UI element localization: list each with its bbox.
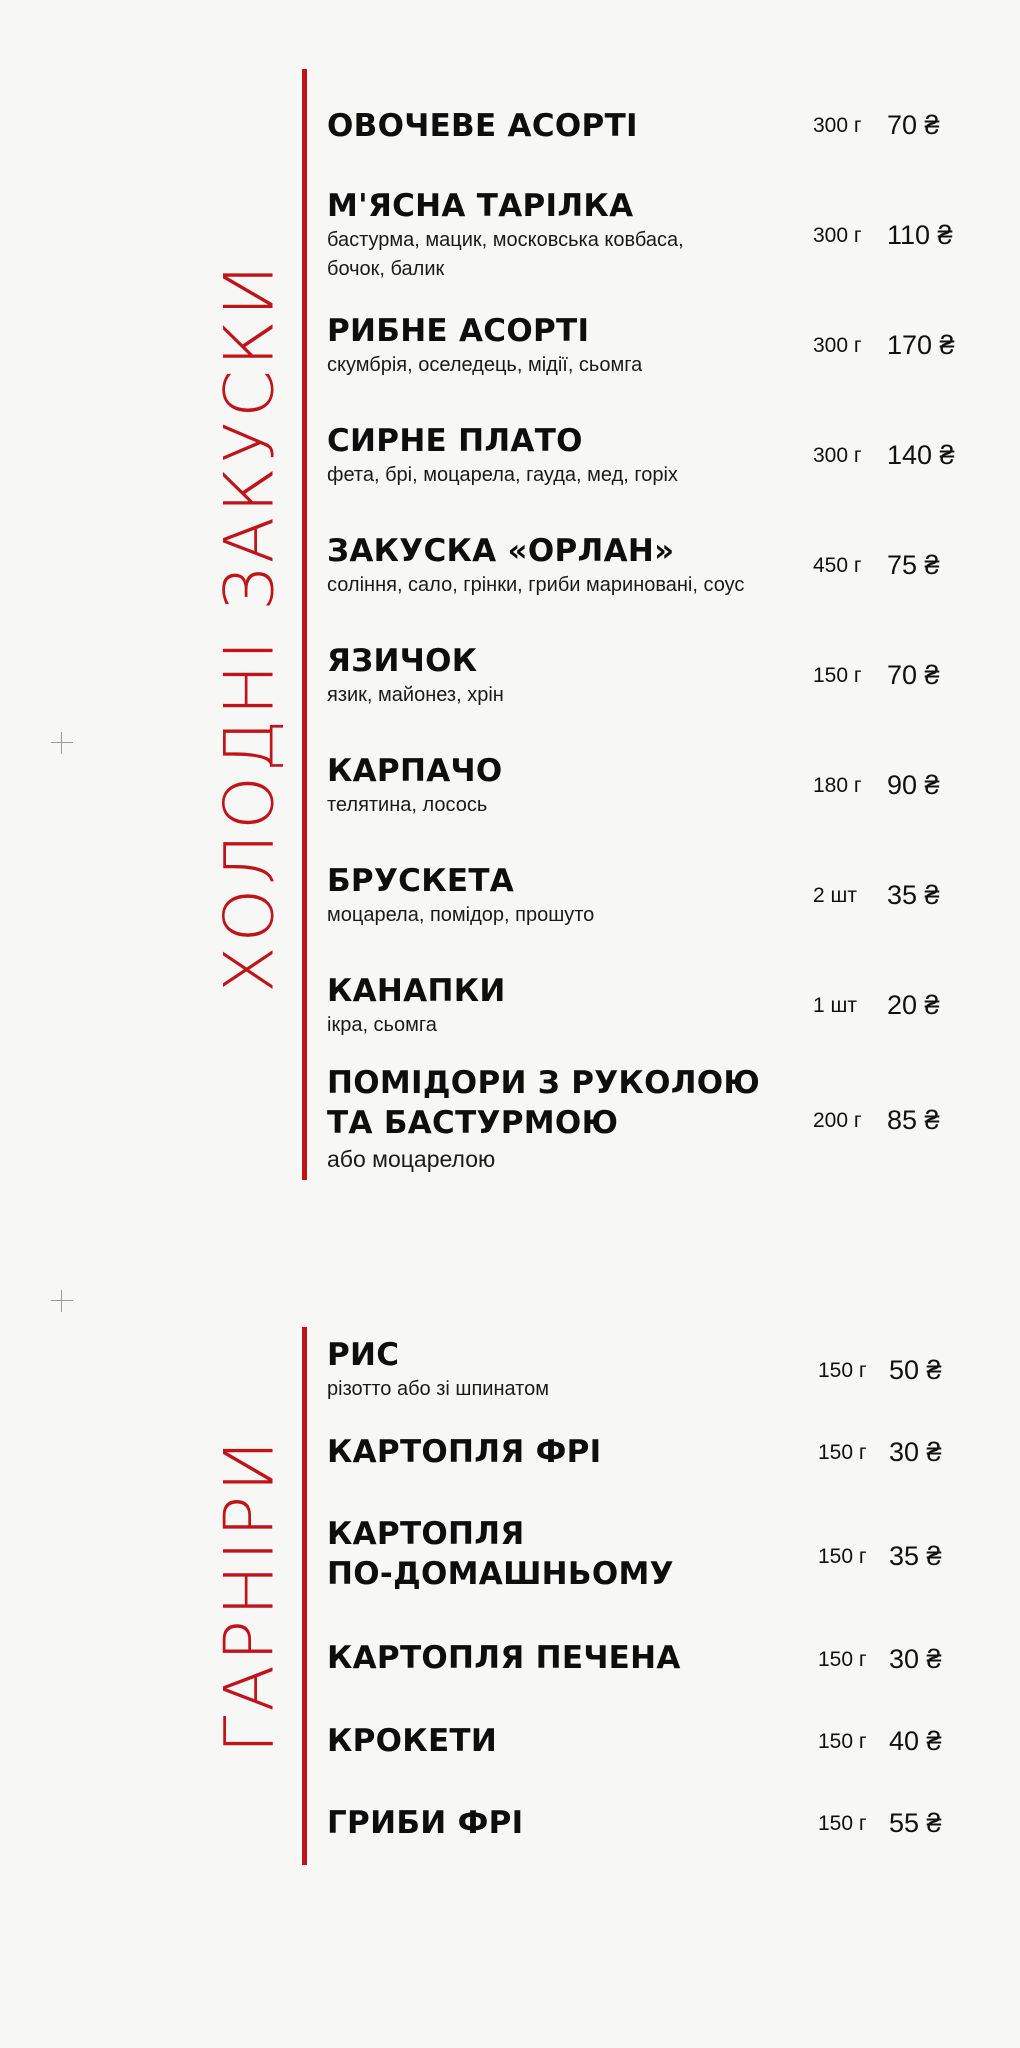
- section-title-cold-appetizers: ХОЛОДНІ ЗАКУСКИ: [210, 260, 290, 994]
- item-weight: 200 г: [813, 1109, 862, 1132]
- item-name: КРОКЕТИ: [327, 1723, 498, 1759]
- item-price: 35 ₴: [889, 1541, 942, 1571]
- item-price: 50 ₴: [889, 1355, 942, 1385]
- item-weight: 450 г: [813, 554, 862, 577]
- menu-item: [327, 1432, 977, 1472]
- menu-item: [327, 106, 977, 146]
- menu-item: [327, 531, 977, 600]
- item-name-line-1: КАРТОПЛЯ: [327, 1516, 525, 1552]
- item-weight: 300 г: [813, 334, 862, 357]
- menu-item: [327, 971, 977, 1040]
- menu-item: [327, 641, 977, 710]
- item-price: 70 ₴: [887, 110, 940, 140]
- item-price: 110 ₴: [887, 220, 953, 250]
- item-name: ЯЗИЧОК: [327, 643, 478, 679]
- section-divider-bar: [302, 69, 307, 1180]
- menu-item: [327, 421, 977, 490]
- registration-mark: [51, 1290, 73, 1312]
- item-weight: 300 г: [813, 444, 862, 467]
- item-description: скумбрія, оселедець, мідії, сьомга: [327, 354, 643, 376]
- item-description: язик, майонез, хрін: [327, 684, 504, 706]
- item-weight: 150 г: [818, 1441, 867, 1464]
- item-description: телятина, лосось: [327, 794, 488, 816]
- menu-item: [327, 1063, 977, 1174]
- item-name: РИС: [327, 1337, 400, 1373]
- menu-item: [327, 1514, 977, 1594]
- item-name: КАРТОПЛЯ ФРІ: [327, 1434, 602, 1470]
- section-title-side-dishes: ГАРНІРИ: [210, 1436, 290, 1754]
- item-description: різотто або зі шпинатом: [327, 1378, 549, 1400]
- registration-mark: [51, 732, 73, 754]
- item-price: 20 ₴: [887, 990, 940, 1020]
- menu-item: [327, 186, 977, 284]
- item-price: 90 ₴: [887, 770, 940, 800]
- item-weight: 180 г: [813, 774, 862, 797]
- item-price: 140 ₴: [887, 440, 955, 470]
- item-name: ГРИБИ ФРІ: [327, 1805, 524, 1841]
- item-name-line-1: ПОМІДОРИ З РУКОЛОЮ: [327, 1065, 761, 1101]
- menu-item: [327, 1335, 977, 1404]
- item-weight: 2 шт: [813, 884, 857, 907]
- menu-item: [327, 751, 977, 820]
- item-weight: 150 г: [813, 664, 862, 687]
- item-price: 30 ₴: [889, 1644, 942, 1674]
- item-description: бастурма, мацик, московська ковбаса, бочок, балик: [327, 229, 684, 280]
- section-divider-bar: [302, 1327, 307, 1865]
- item-price: 30 ₴: [889, 1437, 942, 1467]
- item-name-line-2: ПО-ДОМАШНЬОМУ: [327, 1556, 674, 1592]
- menu-item: [327, 1638, 977, 1678]
- menu-item: [327, 861, 977, 930]
- item-weight: 150 г: [818, 1812, 867, 1835]
- item-price: 55 ₴: [889, 1808, 942, 1838]
- item-name: КАРТОПЛЯ ПЕЧЕНА: [327, 1640, 681, 1676]
- item-description: моцарела, помідор, прошуто: [327, 904, 595, 926]
- item-description: фета, брі, моцарела, гауда, мед, горіх: [327, 464, 678, 486]
- item-name: СИРНЕ ПЛАТО: [327, 423, 583, 459]
- item-description: ікра, сьомга: [327, 1014, 437, 1036]
- item-weight: 150 г: [818, 1359, 867, 1382]
- item-price: 35 ₴: [887, 880, 940, 910]
- item-price: 170 ₴: [887, 330, 955, 360]
- item-price: 75 ₴: [887, 550, 940, 580]
- item-weight: 300 г: [813, 114, 862, 137]
- item-price: 85 ₴: [887, 1105, 940, 1135]
- item-weight: 150 г: [818, 1545, 867, 1568]
- item-description: соління, сало, грінки, гриби мариновані, соус: [327, 574, 745, 596]
- item-price: 70 ₴: [887, 660, 940, 690]
- item-description: або моцарелою: [327, 1146, 496, 1172]
- item-name: М'ЯСНА ТАРІЛКА: [327, 188, 634, 224]
- item-weight: 150 г: [818, 1730, 867, 1753]
- item-weight: 1 шт: [813, 994, 857, 1017]
- menu-item: [327, 311, 977, 380]
- menu-item: [327, 1803, 977, 1843]
- item-weight: 300 г: [813, 224, 862, 247]
- item-name: РИБНЕ АСОРТІ: [327, 313, 590, 349]
- menu-item: [327, 1721, 977, 1761]
- item-name: КАРПАЧО: [327, 753, 503, 789]
- item-name: ОВОЧЕВЕ АСОРТІ: [327, 108, 638, 144]
- item-name: БРУСКЕТА: [327, 863, 515, 899]
- item-weight: 150 г: [818, 1648, 867, 1671]
- item-name-line-2: ТА БАСТУРМОЮ: [327, 1105, 619, 1141]
- item-name: ЗАКУСКА «ОРЛАН»: [327, 533, 675, 569]
- item-price: 40 ₴: [889, 1726, 942, 1756]
- item-name: КАНАПКИ: [327, 973, 506, 1009]
